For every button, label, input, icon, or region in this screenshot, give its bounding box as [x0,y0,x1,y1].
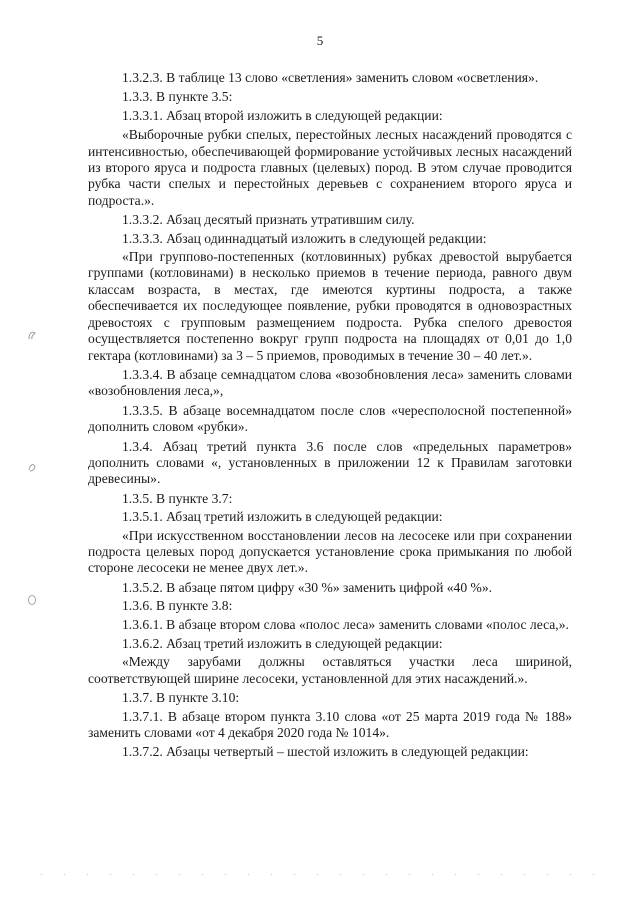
paragraph-1-3-3-3: 1.3.3.3. Абзац одиннадцатый изложить в следующей редакции: [122,230,487,246]
scan-mark-icon [27,329,37,341]
paragraph-1-3-3-4: 1.3.3.4. В абзаце семнадцатом слова «возобновления леса» заменить словами «возобновления леса,», [88,366,572,399]
paragraph-1-3-2-3: 1.3.2.3. В таблице 13 слово «светления» заменить словом «осветления». [122,70,539,85]
paragraph-1-3-7-2: 1.3.7.2. Абзацы четвертый – шестой изложить в следующей редакции: [122,744,529,760]
page-number: 5 [316,33,324,48]
paragraph-1-3-4: 1.3.4. Абзац третий пункта 3.6 после слов «предельных параметров» дополнить словами «, установленных в приложении 12 к Правилам заготовки древесины». [88,438,572,487]
paragraph-1-3-6-1: 1.3.6.1. В абзаце втором слова «полос леса» заменить словами «полос леса,». [122,616,569,632]
quote-selective-cutting: «Выборочные рубки спелых, перестойных лесных насаждений проводятся с интенсивностью, обеспечивающей формирование устойчивых лесных насаждений из второго яруса и подроста главных (целевых) пород. В этом случае проводится рубка части спелых и перестойных деревьев с сохранением второго яруса и подроста.». [88,127,572,208]
quote-artificial-restoration: «При искусственном восстановлении лесов на лесосеке или при сохранении подроста целевых пород допускается установление срока примыкания по любой стороне лесосеки не менее двух лет.». [88,527,572,576]
quote-group-cutting: «При группово-постепенных (котловинных) рубках древостой вырубается группами (котловинами) в несколько приемов в течение периода, равного двум классам возраста, в местах, где имеются куртины подроста, а также обеспечивается их последующее появление, рубки проводятся в одновозрастных древостоях с групповым размещением подроста. Рубка спелого древостоя осуществляется постепенно вокруг групп подроста на площадях от 0,01 до 1,0 гектара (котловинами) за 3 – 5 приемов, проводимых в течение 30 – 40 лет.». [88,249,572,363]
paragraph-1-3-7: 1.3.7. В пункте 3.10: [122,690,240,706]
scan-noise [30,871,610,881]
paragraph-1-3-3: 1.3.3. В пункте 3.5: [122,89,233,105]
paragraph-1-3-3-5: 1.3.3.5. В абзаце восемнадцатом после слов «чересполосной постепенной» дополнить словом «рубки». [88,402,572,435]
scan-mark-icon [27,461,37,473]
paragraph-1-3-5-2: 1.3.5.2. В абзаце пятом цифру «30 %» заменить цифрой «40 %». [122,579,493,595]
scan-mark-icon [27,594,37,606]
document-body [88,70,572,764]
paragraph-1-3-3-2: 1.3.3.2. Абзац десятый признать утратившим силу. [122,212,415,228]
quote-between-cuts: «Между зарубами должны оставляться участки леса шириной, соответствующей ширине лесосеки, установленной для этих насаждений.». [88,654,572,686]
paragraph-1-3-3-1: 1.3.3.1. Абзац второй изложить в следующей редакции: [122,107,443,123]
paragraph-1-3-7-1: 1.3.7.1. В абзаце втором пункта 3.10 слова «от 25 марта 2019 года № 188» заменить словами «от 4 декабря 2020 года № 1014». [88,708,572,741]
paragraph-1-3-5-1: 1.3.5.1. Абзац третий изложить в следующей редакции: [122,509,443,525]
paragraph-1-3-6-2: 1.3.6.2. Абзац третий изложить в следующей редакции: [122,636,443,651]
paragraph-1-3-6: 1.3.6. В пункте 3.8: [122,598,233,614]
paragraph-1-3-5: 1.3.5. В пункте 3.7: [122,490,233,506]
